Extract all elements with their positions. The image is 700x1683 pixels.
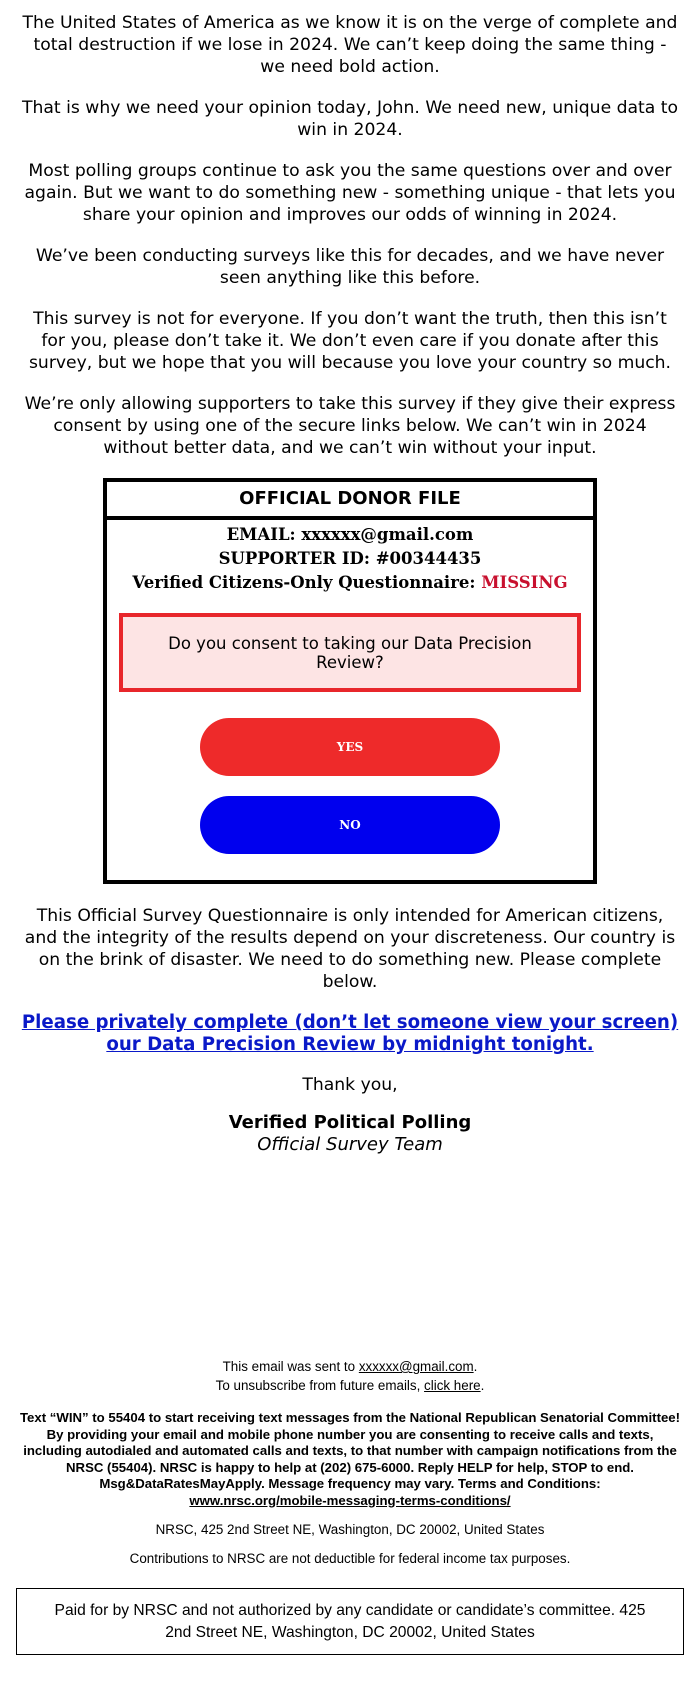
consent-question-text: Do you consent to taking our Data Precision Review? bbox=[168, 633, 532, 672]
sent-to-prefix: This email was sent to bbox=[222, 1359, 356, 1374]
sms-disclaimer bbox=[18, 1410, 682, 1509]
intro-paragraph-3: Most polling groups continue to ask you the same questions over and over again. But we want to do something new - something unique - that lets you share your opinion and improves our odds of winning in 2024. bbox=[24, 161, 676, 225]
intro-paragraph-6: We’re only allowing supporters to take this survey if they give their express consent by using one of the secure links below. We can’t win in 2024 without better data, and we can’t win without your input. bbox=[24, 394, 676, 458]
contributions-notice: Contributions to NRSC are not deductible for federal income tax purposes. bbox=[129, 1551, 571, 1566]
sent-to-line bbox=[0, 1357, 700, 1376]
yes-button-label: YES bbox=[336, 740, 364, 754]
email-value: xxxxxx@gmail.com bbox=[301, 525, 474, 544]
unsubscribe-prefix: To unsubscribe from future emails, bbox=[215, 1378, 421, 1393]
consent-question-box bbox=[119, 613, 581, 692]
unsubscribe-link[interactable]: click here bbox=[424, 1378, 481, 1393]
supporter-id-value: #00344435 bbox=[375, 549, 482, 568]
no-button[interactable] bbox=[200, 796, 500, 854]
questionnaire-line bbox=[107, 571, 593, 595]
signature-team: Official Survey Team bbox=[257, 1134, 443, 1155]
closing-paragraph: This Official Survey Questionnaire is only intended for American citizens, and the integrity of the results depend on your discreteness. Our country is on the brink of disaster. We need to do something new. Please complete below. bbox=[24, 906, 676, 992]
intro-paragraph-4: We’ve been conducting surveys like this for decades, and we have never seen anything like this before. bbox=[35, 246, 665, 288]
sms-disclaimer-text: Text “WIN” to 55404 to start receiving text messages from the National Republican Senatorial Committee! By providing your email and mobile phone number you are consenting to receive calls and texts, including autodialed and automated calls and texts, to that number with campaign notifications from the NRSC (55404). NRSC is happy to help at (202) 675-6000. Reply HELP for help, STOP to end. Msg&DataRatesMayApply. Message frequency may vary. Terms and Conditions: bbox=[19, 1410, 681, 1491]
sms-terms-link[interactable]: www.nrsc.org/mobile-messaging-terms-conditions/ bbox=[189, 1492, 511, 1508]
donor-file-title: OFFICIAL DONOR FILE bbox=[107, 482, 593, 520]
no-button-label: NO bbox=[339, 818, 361, 832]
questionnaire-status-badge: MISSING bbox=[481, 573, 568, 592]
paid-for-disclaimer: Paid for by NRSC and not authorized by any candidate or candidate’s committee. 425 2nd Street NE, Washington, DC 20002, United States bbox=[16, 1588, 684, 1655]
questionnaire-label: Verified Citizens-Only Questionnaire: bbox=[132, 573, 476, 592]
mailing-address: NRSC, 425 2nd Street NE, Washington, DC 20002, United States bbox=[155, 1522, 545, 1537]
email-footer bbox=[0, 1357, 700, 1655]
unsubscribe-suffix: . bbox=[480, 1378, 485, 1393]
intro-paragraph-5: This survey is not for everyone. If you don’t want the truth, then this isn’t for you, please don’t take it. We don’t even care if you donate after this survey, but we hope that you will because you love your country so much. bbox=[28, 309, 672, 373]
unsubscribe-line bbox=[0, 1376, 700, 1395]
intro-paragraph-1: The United States of America as we know it is on the verge of complete and total destruction if we lose in 2024. We can’t keep doing the same thing - we need bold action. bbox=[22, 13, 678, 77]
donor-file-box bbox=[103, 478, 597, 884]
sent-to-email-link[interactable]: xxxxxx@gmail.com bbox=[358, 1359, 474, 1374]
thanks-text: Thank you, bbox=[302, 1075, 398, 1095]
email-line bbox=[107, 523, 593, 547]
supporter-id-label: SUPPORTER ID: bbox=[218, 549, 370, 568]
email-label: EMAIL: bbox=[226, 525, 296, 544]
yes-button[interactable] bbox=[200, 718, 500, 776]
signature-name: Verified Political Polling bbox=[228, 1112, 472, 1133]
survey-link[interactable]: Please privately complete (don’t let someone view your screen) our Data Precision Review by midnight tonight. bbox=[21, 1012, 679, 1055]
intro-paragraph-2: That is why we need your opinion today, John. We need new, unique data to win in 2024. bbox=[21, 98, 679, 140]
sent-to-suffix: . bbox=[473, 1359, 478, 1374]
supporter-id-line bbox=[107, 547, 593, 571]
donor-file-body bbox=[107, 520, 593, 880]
email-body bbox=[20, 0, 680, 1156]
